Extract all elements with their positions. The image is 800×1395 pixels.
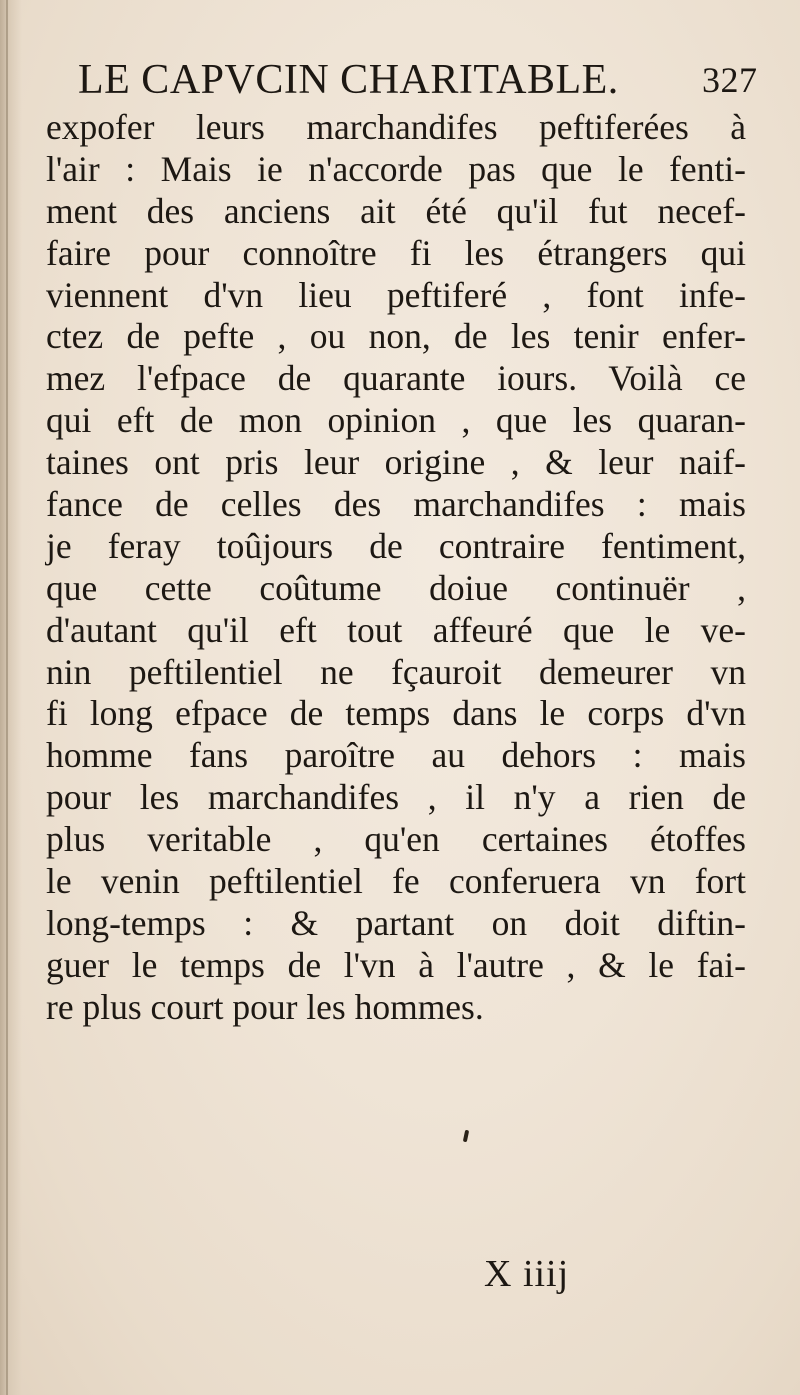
text-line: expofer leurs marchandifes peftiferées à [46,107,746,147]
text-line: guer le temps de l'vn à l'autre , & le fai- [46,944,746,985]
text-line: l'air : Mais ie n'accorde pas que le fenti- [46,148,746,189]
running-header [78,54,758,106]
text-line: faire pour connoître fi les étrangers qui [46,232,746,273]
signature-mark: X iiij [484,1253,570,1295]
page-number: 327 [702,60,758,100]
page-gutter-line [6,0,8,1395]
page-gutter-shadow [0,0,22,1395]
text-line-last: re plus court pour les hommes. [46,986,484,1027]
text-line: d'autant qu'il eft tout affeuré que le ve- [46,609,746,650]
text-line: ment des anciens ait été qu'il fut necef- [46,190,746,231]
text-line: qui eft de mon opinion , que les quaran- [46,400,746,441]
running-head-title: LE CAPVCIN CHARITABLE. [78,57,619,103]
text-line: je feray toûjours de contraire fentiment, [46,525,746,566]
text-line: long-temps : & partant on doit diftin- [46,902,746,943]
body-text [46,107,746,1029]
text-line: viennent d'vn lieu peftiferé , font infe- [46,274,746,315]
text-line: plus veritable , qu'en certaines étoffes [46,819,746,860]
text-line: nin peftilentiel ne fçauroit demeurer vn [46,651,746,692]
text-line: taines ont pris leur origine , & leur naif- [46,442,746,483]
ink-speck [463,1130,469,1143]
text-line: le venin peftilentiel fe conferuera vn fort [46,861,746,902]
text-line: homme fans paroître au dehors : mais [46,735,746,776]
text-line: fi long efpace de temps dans le corps d'vn [46,693,746,734]
text-line: fance de celles des marchandifes : mais [46,484,746,525]
text-line: pour les marchandifes , il n'y a rien de [46,777,746,818]
text-line: que cette coûtume doiue continuër , [46,567,746,608]
text-line: ctez de pefte , ou non, de les tenir enfer- [46,316,746,357]
text-line: mez l'efpace de quarante iours. Voilà ce [46,358,746,399]
